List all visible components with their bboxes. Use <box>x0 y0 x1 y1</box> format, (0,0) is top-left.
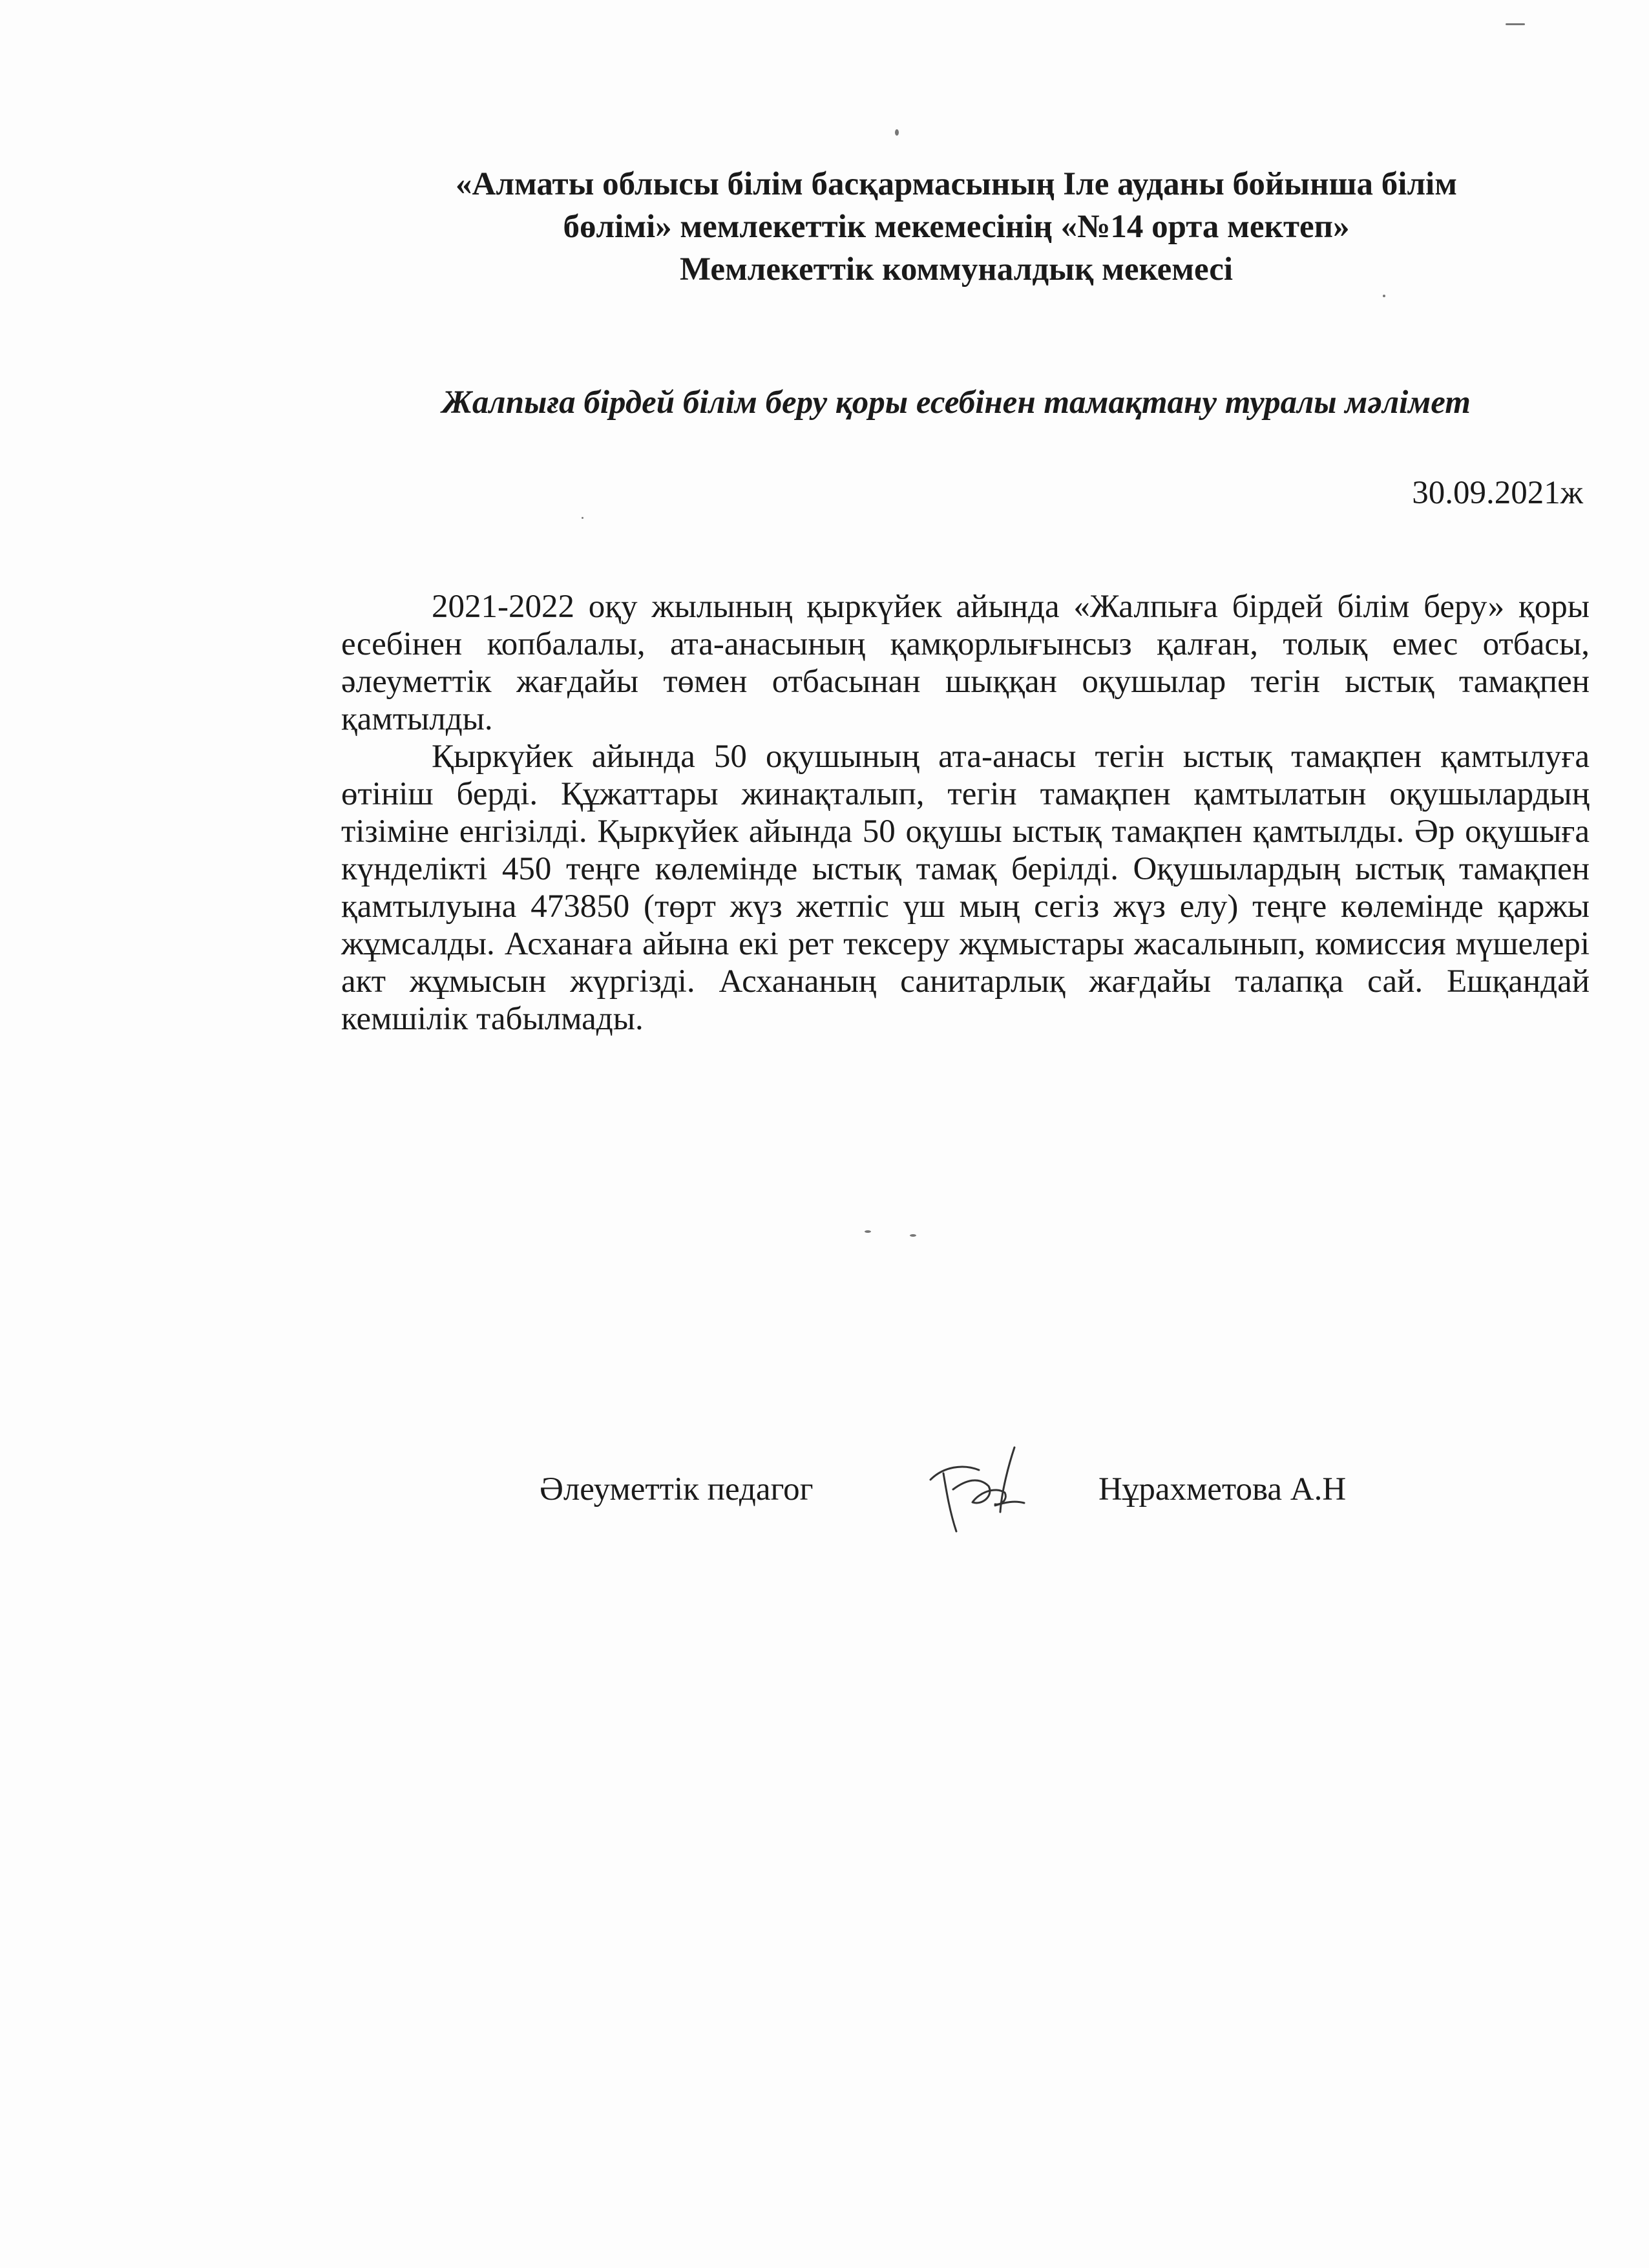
signature-block <box>0 1441 1649 1544</box>
scan-speck <box>895 129 899 136</box>
header-line-2: бөлімі» мемлекеттік мекемесінің «№14 орта мектеп» <box>563 209 1350 245</box>
document-body <box>341 588 1590 1038</box>
scan-speck <box>1383 295 1385 297</box>
body-paragraph-2: Қыркүйек айында 50 оқушының ата-анасы тегін ыстық тамақпен қамтылуға өтініш берді. Құжаттары жинақталып, тегін тамақпен қамтылатын оқушылардың тізіміне енгізілді. Қыркүйек айында 50 оқушы ыстық тамақпен қамтылды. Әр оқушыға күнделікті 450 теңге көлемінде ыстық тамақ берілді. Оқушылардың ыстық тамақпен қамтылуына 473850 (төрт жүз жетпіс үш мың сегіз жүз елу) теңге көлемінде қаржы жұмсалды. Асханаға айына екі рет тексеру жұмыстары жасалынып, комиссия мүшелері акт жұмысын жүргізді. Асхананың санитарлық жағдайы талапқа сай. Ешқандай кемшілік табылмады. <box>341 739 1590 1037</box>
scan-speck <box>582 517 583 519</box>
scan-speck <box>910 1234 916 1237</box>
scan-speck <box>865 1230 871 1233</box>
header-line-1: «Алматы облысы білім басқармасының Іле ауданы бойынша білім <box>456 166 1457 202</box>
signer-role: Әлеуметтік педагог <box>540 1471 814 1507</box>
document-date: 30.09.2021ж <box>1412 475 1583 511</box>
signer-name: Нұрахметова А.Н <box>1098 1471 1347 1507</box>
scan-speck <box>1506 23 1525 25</box>
body-paragraph-1: 2021-2022 оқу жылының қыркүйек айында «Жалпыға бірдей білім беру» қоры есебінен копбалалы, ата-анасының қамқорлығынсыз қалған, толық емес отбасы, әлеуметтік жағдайы төмен отбасынан шыққан оқушылар тегін ыстық тамақпен қамтылды. <box>341 589 1590 737</box>
header-line-3: Мемлекеттік коммуналдық мекемесі <box>679 251 1234 288</box>
document-title: Жалпыға бірдей білім беру қоры есебінен тамақтану туралы мәлімет <box>442 384 1471 421</box>
organization-header <box>349 163 1564 291</box>
handwritten-signature <box>918 1441 1034 1538</box>
